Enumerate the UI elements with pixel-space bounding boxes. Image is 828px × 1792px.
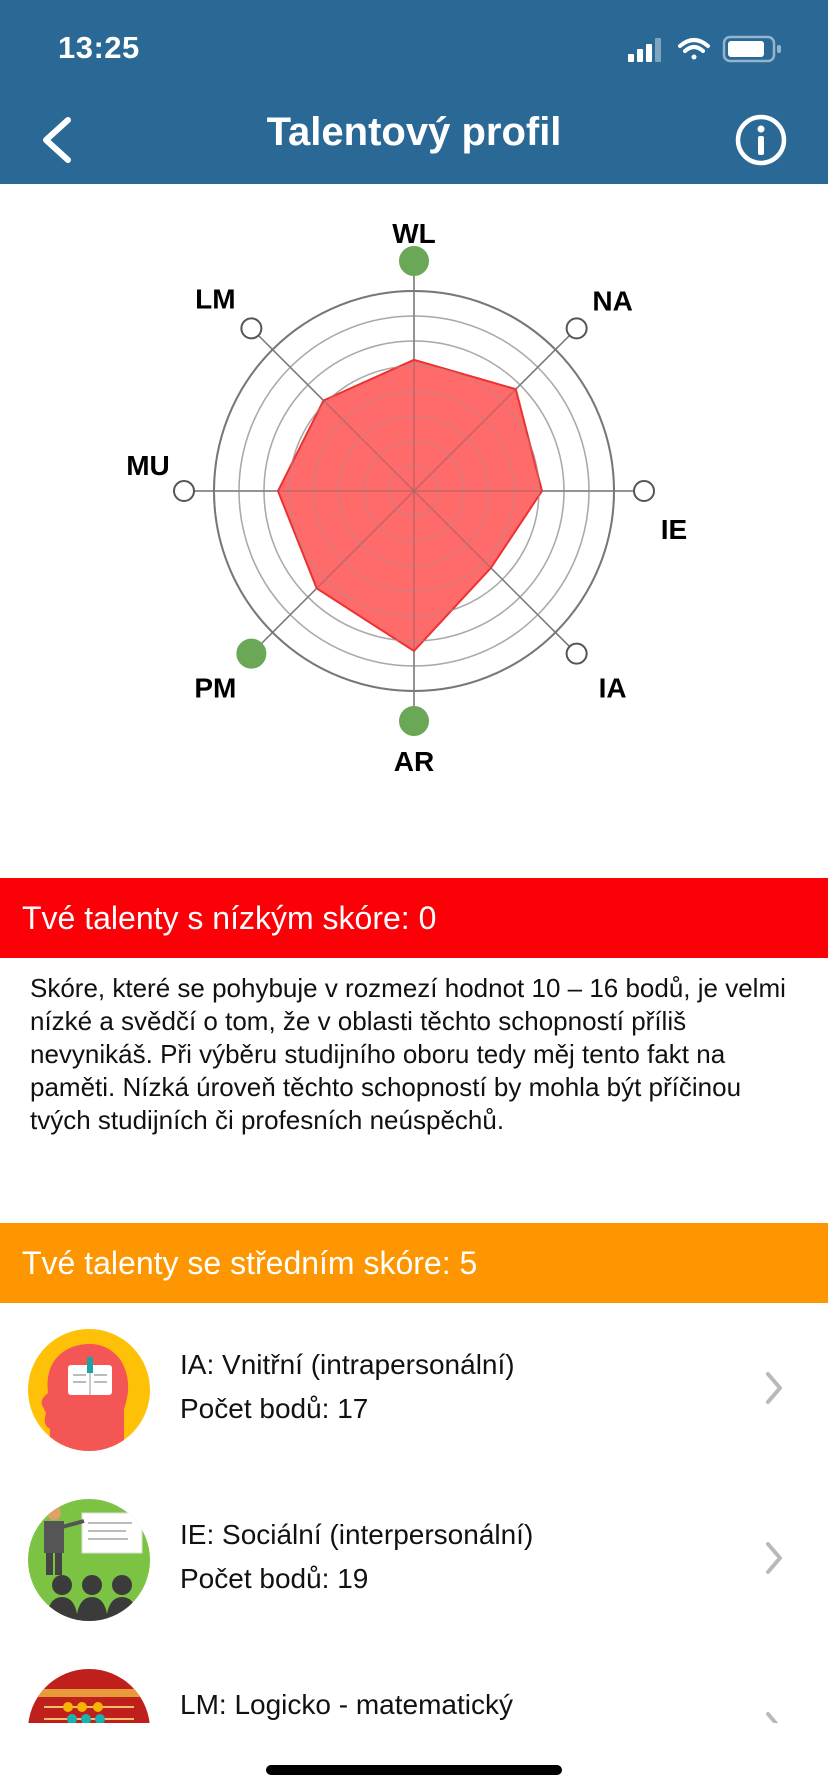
medium-score-header: Tvé talenty se středním skóre: 5: [0, 1223, 828, 1303]
talent-radar-chart: [0, 184, 828, 824]
radar-label-lm: LM: [195, 283, 236, 315]
low-score-description: Skóre, které se pohybuje v rozmezí hodnot 10 – 16 bodů, je velmi nízké a svědčí o tom, že v oblasti těchto schopností příliš nevynikáš. Při výběru studijního oboru tedy měj tento fakt na paměti. Nízká úroveň těchto schopností by mohla být příčinou tvých studijních či profesních neúspěchů.: [30, 973, 786, 1135]
radar-label-pm: PM: [194, 672, 237, 704]
talent-item-ia[interactable]: [0, 1303, 828, 1473]
signal-icon: [628, 38, 661, 62]
medium-talent-list: [0, 1303, 828, 1723]
radar-marker-wl[interactable]: [400, 247, 428, 275]
radar-label-na: NA: [592, 285, 633, 317]
talent-item-name: IA: Vnitřní (intrapersonální): [180, 1349, 515, 1380]
wifi-icon: [680, 40, 708, 60]
radar-label-mu: MU: [126, 450, 170, 481]
radar-marker-lm[interactable]: [241, 318, 261, 338]
battery-icon: [724, 37, 781, 61]
chevron-right-icon: [762, 1708, 786, 1723]
info-button[interactable]: [734, 113, 788, 167]
radar-marker-mu[interactable]: [174, 481, 194, 501]
radar-marker-pm[interactable]: [237, 640, 265, 668]
intrapersonal-head-book-icon: [28, 1329, 150, 1451]
presenter-audience-icon: [28, 1499, 150, 1621]
talent-item-points: Počet bodů: 19: [180, 1563, 369, 1594]
radar-marker-ia[interactable]: [567, 644, 587, 664]
radar-label-ie: IE: [660, 514, 688, 545]
radar-marker-ie[interactable]: [634, 481, 654, 501]
talent-item-name: LM: Logicko - matematický: [180, 1689, 513, 1720]
radar-label-ia: IA: [598, 672, 627, 704]
home-indicator: [266, 1765, 562, 1775]
page-title: Talentový profil: [266, 110, 562, 154]
talent-item-ie[interactable]: [0, 1473, 828, 1643]
talent-item-name: IE: Sociální (interpersonální): [180, 1519, 534, 1550]
radar-label-ar: AR: [393, 746, 435, 777]
app-header: [0, 0, 828, 184]
radar-marker-ar[interactable]: [400, 707, 428, 735]
chevron-right-icon: [762, 1538, 786, 1578]
status-icons: [628, 34, 798, 64]
low-score-header: Tvé talenty s nízkým skóre: 0: [0, 878, 828, 958]
abacus-icon: [28, 1669, 150, 1723]
radar-marker-na[interactable]: [567, 318, 587, 338]
chevron-right-icon: [762, 1368, 786, 1408]
radar-svg: [0, 184, 828, 824]
info-icon: [734, 113, 788, 167]
radar-label-wl: WL: [392, 218, 436, 249]
status-time: 13:25: [58, 30, 140, 65]
talent-item-lm[interactable]: [0, 1643, 828, 1723]
talent-item-points: Počet bodů: 17: [180, 1393, 369, 1424]
